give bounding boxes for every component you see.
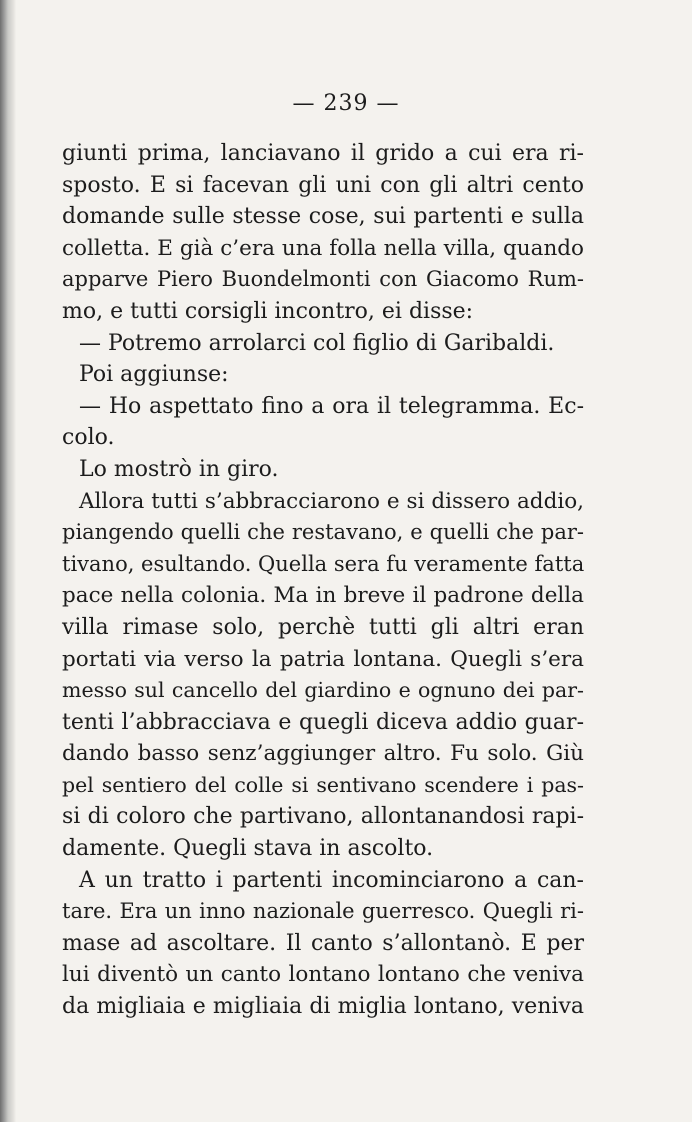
text-line: A un tratto i partenti incominciarono a can- xyxy=(79,867,584,893)
text-line: Allora tutti s’abbracciarono e si dissero addio, xyxy=(79,488,584,514)
text-line: portati via verso la patria lontana. Quegli s’era xyxy=(62,646,584,672)
text-line: villa rimase solo, perchè tutti gli altri eran xyxy=(62,614,584,640)
text-line: giunti prima, lanciavano il grido a cui era ri- xyxy=(62,141,584,166)
page-number: — 239 — xyxy=(292,91,400,116)
text-line: tivano, esultando. Quella sera fu veramente fatta xyxy=(62,551,585,576)
text-line: pel sentiero del colle si sentivano scendere i pas- xyxy=(62,772,584,797)
text-line: Lo mostrò in giro. xyxy=(79,456,279,482)
text-line: da migliaia e migliaia di miglia lontano, veniva xyxy=(62,994,584,1020)
book-binding-edge xyxy=(0,0,16,1122)
text-line: colo. xyxy=(62,425,115,451)
text-line: — Potremo arrolarci col figlio di Garibaldi. xyxy=(79,330,555,356)
body-text xyxy=(62,138,584,1023)
text-line: domande sulle stesse cose, sui partenti e sulla xyxy=(62,204,584,230)
text-line: Poi aggiunse: xyxy=(79,362,229,388)
text-line: apparve Piero Buondelmonti con Giacomo Rum- xyxy=(62,267,584,292)
text-line: messo sul cancello del giardino e ognuno dei par- xyxy=(62,678,584,703)
text-line: pace nella colonia. Ma in breve il padrone della xyxy=(62,583,584,609)
text-line: damente. Quegli stava in ascolto. xyxy=(62,836,434,862)
text-line: dando basso senz’aggiunger altro. Fu solo. Giù xyxy=(62,741,584,767)
text-line: lui diventò un canto lontano lontano che veniva xyxy=(62,962,584,988)
text-line: si di coloro che partivano, allontanandosi rapi- xyxy=(62,804,584,830)
text-line: sposto. E si facevan gli uni con gli altri cento xyxy=(62,172,584,198)
text-line: piangendo quelli che restavano, e quelli che par- xyxy=(62,520,584,545)
text-line: tenti l’abbracciava e quegli diceva addio guar- xyxy=(62,709,584,735)
text-line: colletta. E già c’era una folla nella villa, quando xyxy=(62,235,584,261)
text-line: tare. Era un inno nazionale guerresco. Quegli ri- xyxy=(62,899,584,924)
text-line: — Ho aspettato fino a ora il telegramma. Ec- xyxy=(79,393,584,419)
text-line: mo, e tutti corsigli incontro, ei disse: xyxy=(62,298,474,324)
text-line: mase ad ascoltare. Il canto s’allontanò. E per xyxy=(62,930,584,956)
